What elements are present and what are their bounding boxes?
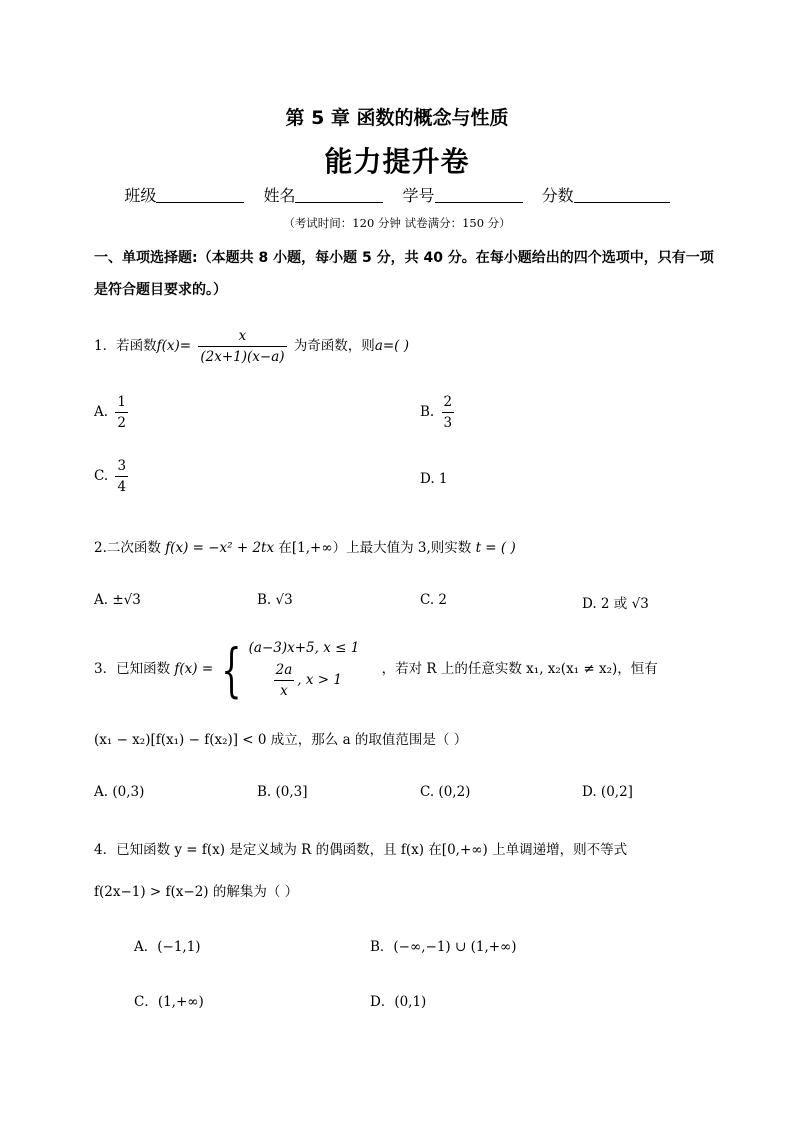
q3-suffix: ，若对 R 上的任意实数 x₁, x₂(x₁ ≠ x₂)，恒有: [381, 661, 658, 677]
q1-denominator: (2x+1)(x−a): [200, 349, 285, 365]
section-heading-line1: 一、单项选择题:（本题共 8 小题，每小题 5 分，共 40 分。在每小题给出的四个选项中，只有一项: [94, 250, 714, 266]
q1-option-b[interactable]: [420, 394, 457, 431]
q3-line-2: (x₁ − x₂)[f(x₁) − f(x₂)] < 0 成立，那么 a 的取值范围是（ ）: [94, 732, 468, 748]
q2-option-b[interactable]: B. √3: [257, 592, 293, 608]
q2-answer-blank: t = ( ): [475, 540, 516, 556]
q4-option-b[interactable]: B．(−∞,−1) ∪ (1,+∞): [370, 939, 517, 955]
q1-option-c-label: C.: [94, 468, 109, 484]
q2-prefix: 2.二次函数: [94, 540, 161, 556]
q1-c-den: 4: [117, 479, 127, 495]
q1-prefix: 1．若函数: [94, 338, 157, 354]
name-blank[interactable]: [295, 186, 383, 203]
q2-option-a[interactable]: A. ±√3: [94, 592, 141, 608]
question-3: [94, 635, 658, 704]
class-label: 班级: [124, 186, 157, 205]
q3-option-d[interactable]: D. (0,2]: [582, 784, 633, 800]
exam-note: （考试时间：120 分钟 试卷满分：150 分）: [283, 216, 511, 230]
q3-option-a[interactable]: A. (0,3): [94, 784, 145, 800]
q3-case2-num: 2a: [274, 662, 295, 681]
q2-option-c[interactable]: C. 2: [420, 592, 448, 608]
q2-middle: 在[1,+∞）上最大值为 3,则实数: [278, 540, 472, 556]
name-label: 姓名: [263, 186, 296, 205]
q4-option-a[interactable]: A．(−1,1): [134, 939, 201, 955]
question-2: [94, 536, 516, 556]
question-4-line-1: 4．已知函数 y = f(x) 是定义域为 R 的偶函数，且 f(x) 在[0,+∞) 上单调递增，则不等式: [94, 842, 628, 858]
student-info-row: [0, 183, 794, 206]
page-title: 能力提升卷: [324, 145, 470, 178]
q1-option-a[interactable]: [94, 394, 131, 431]
q4-option-d[interactable]: D．(0,1): [370, 994, 427, 1010]
q3-case2-den: x: [280, 683, 288, 699]
q2-expression: f(x) = −x² + 2tx: [165, 540, 275, 556]
q1-numerator: x: [198, 328, 286, 347]
q3-brace: {: [221, 635, 243, 704]
q3-fx: f(x) =: [174, 661, 214, 677]
q1-suffix: 为奇函数，则: [293, 338, 375, 354]
student-id-label: 学号: [402, 186, 435, 205]
q3-option-c[interactable]: C. (0,2): [420, 784, 471, 800]
student-id-blank[interactable]: [435, 186, 523, 203]
q3-case-2: [249, 662, 360, 699]
q1-b-num: 2: [442, 394, 455, 413]
q3-case2-cond: , x > 1: [297, 672, 342, 688]
question-4-line-2: f(2x−1) > f(x−2) 的解集为（ ）: [94, 884, 299, 900]
q1-b-den: 3: [443, 415, 453, 431]
chapter-title: 第 5 章 函数的概念与性质: [285, 107, 509, 129]
q3-prefix: 3．已知函数: [94, 661, 171, 677]
q1-fraction: [198, 328, 286, 365]
class-blank[interactable]: [156, 186, 244, 203]
q1-option-a-label: A.: [94, 404, 109, 420]
q1-option-d[interactable]: D. 1: [420, 471, 448, 487]
q4-option-c[interactable]: C．(1,+∞): [134, 994, 204, 1010]
q3-case-1: (a−3)x+5, x ≤ 1: [248, 640, 360, 656]
score-label: 分数: [541, 186, 574, 205]
q1-option-b-label: B.: [420, 404, 435, 420]
q1-option-c[interactable]: [94, 458, 131, 495]
q1-a-den: 2: [117, 415, 126, 431]
question-1: [94, 328, 409, 365]
q1-answer-blank: a=( ): [374, 338, 409, 354]
q2-option-d[interactable]: D. 2 或 √3: [582, 596, 649, 612]
q3-cases: [249, 640, 360, 699]
q1-fx: f(x)=: [156, 338, 192, 354]
section-heading-line2: 是符合题目要求的。）: [94, 282, 227, 298]
q1-c-num: 3: [115, 458, 128, 477]
q3-option-b[interactable]: B. (0,3]: [257, 784, 308, 800]
score-blank[interactable]: [574, 186, 670, 203]
q1-a-num: 1: [115, 394, 128, 413]
